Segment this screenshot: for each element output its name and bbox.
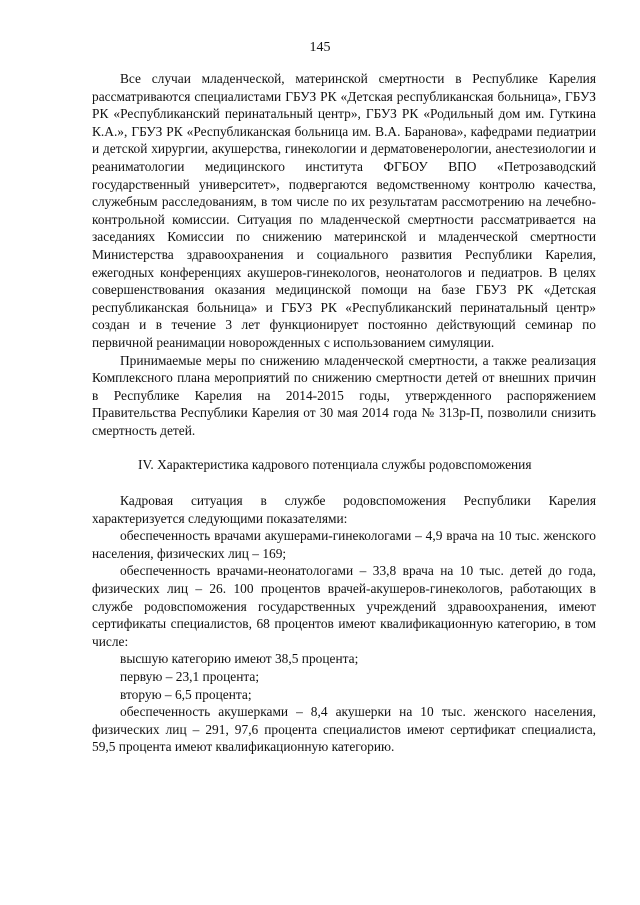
paragraph-infant-mortality-review: Все случаи младенческой, материнской смертности в Республике Карелия рассматриваются специалистами ГБУЗ РК «Детская республиканская больница», ГБУЗ РК «Республиканский перинатальный центр», ГБУЗ РК «Родильный дом им. Гуткина К.А.», ГБУЗ РК «Республиканская больница им. В.А. Баранова», кафедрами педиатрии и детской хирургии, акушерства, гинекологии и дерматовенерологии, анестезиологии и реаниматологии медицинского института ФГБОУ ВПО «Петрозаводский государственный университет», подвергаются ведомственному контролю качества, служебным расследованиям, в том числе по их результатам рассмотрению на лечебно-контрольной комиссии. Ситуация по младенческой смертности рассматривается на заседаниях Комиссии по снижению материнской и младенческой смертности Министерства здравоохранения и социального развития Республики Карелия, ежегодных конференциях акушеров-гинекологов, неонатологов и педиатров. В целях совершенствования оказания медицинской помощи на базе ГБУЗ РК «Детская республиканская больница» и ГБУЗ РК «Республиканский перинатальный центр» создан и в течение 3 лет функционирует постоянно действующий семинар по первичной реанимации новорожденных с использованием симуляции. bbox=[92, 71, 596, 350]
paragraph-mortality-measures: Принимаемые меры по снижению младенческой смертности, а также реализация Комплексного плана мероприятий по снижению смертности детей от внешних причин в Республике Карелия на 2014-2015 годы, утвержденного распоряжением Правительства Республики Карелия от 30 мая 2014 года № 313р-П, позволили снизить смертность детей. bbox=[92, 352, 596, 438]
page-number: 145 bbox=[309, 40, 331, 55]
spacer bbox=[92, 474, 596, 492]
paragraph-neonatologist-staffing: обеспеченность врачами-неонатологами – 33,8 врача на 10 тыс. детей до года, физических лиц – 26. 100 процентов врачей-акушеров-гинекологов, работающих в службе родовспоможения государственных учреждений здравоохранения, имеют сертификаты специалистов, 68 процентов имеют квалификационную категорию, в том числе: bbox=[92, 563, 596, 649]
paragraph-obgyn-staffing: обеспеченность врачами акушерами-гинекологами – 4,9 врача на 10 тыс. женского населения, физических лиц – 169; bbox=[92, 528, 596, 561]
paragraph-midwife-staffing: обеспеченность акушерками – 8,4 акушерки на 10 тыс. женского населения, физических лиц – 291, 97,6 процента специалистов имеют сертификат специалиста, 59,5 процента имеют квалификационную категорию. bbox=[92, 704, 596, 755]
paragraph-staffing-intro: Кадровая ситуация в службе родовспоможения Республики Карелия характеризуется следующими показателями: bbox=[92, 493, 596, 526]
paragraph-category-first: первую – 23,1 процента; bbox=[120, 669, 260, 684]
paragraph-category-highest: высшую категорию имеют 38,5 процента; bbox=[120, 651, 359, 667]
paragraph-category-second: вторую – 6,5 процента; bbox=[120, 686, 252, 702]
section-heading-staffing: IV. Характеристика кадрового потенциала службы родовспоможения bbox=[138, 457, 532, 473]
document-body bbox=[92, 70, 596, 756]
